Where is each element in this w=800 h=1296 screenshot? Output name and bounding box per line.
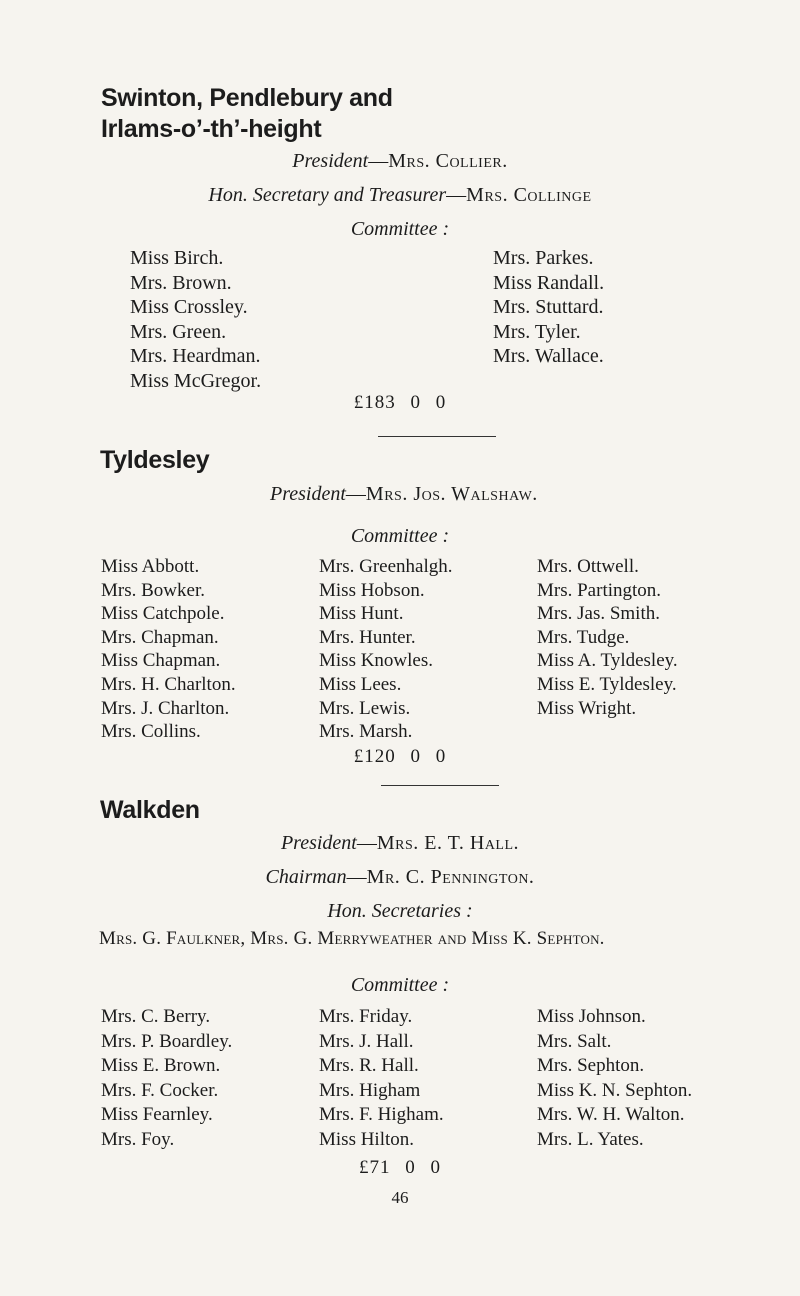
committee-member: Mrs. H. Charlton. (101, 673, 236, 695)
committee-column-swinton-1 (130, 246, 261, 394)
committee-member: Mrs. Ottwell. (537, 556, 639, 577)
committee-member: Mrs. W. H. Walton. (537, 1104, 685, 1126)
committee-member: Mrs. Greenhalgh. (319, 556, 453, 577)
committee-member: Mrs. Bowker. (101, 579, 205, 601)
president-name: Mrs. E. T. Hall. (376, 832, 520, 854)
committee-member: Mrs. C. Berry. (101, 1006, 211, 1027)
committee-member: Miss Abbott. (101, 556, 200, 577)
committee-member: Miss E. Tyldesley. (537, 673, 677, 695)
amount-swinton: £183 0 0 (353, 392, 447, 413)
dash: — (346, 866, 367, 888)
committee-member: Miss Hobson. (319, 579, 425, 601)
dash: — (356, 832, 377, 854)
committee-member: Mrs. Green. (130, 320, 227, 343)
committee-member: Mrs. J. Hall. (319, 1030, 414, 1052)
committee-member: Mrs. L. Yates. (537, 1128, 644, 1150)
committee-member: Mrs. Partington. (537, 579, 662, 601)
committee-member: Mrs. F. Higham. (319, 1104, 444, 1126)
committee-member: Miss Fearnley. (101, 1104, 213, 1126)
secretary-name: Mrs. Collinge (466, 184, 592, 206)
committee-member: Mrs. Brown. (130, 271, 232, 294)
chairman-line-walkden (0, 866, 800, 889)
committee-member: Mrs. Hunter. (319, 626, 416, 648)
president-line-walkden (0, 832, 800, 855)
secretaries-names-walkden: Mrs. G. Faulkner, Mrs. G. Merryweather and Miss K. Sephton. (99, 928, 605, 949)
committee-member: Mrs. Tudge. (537, 626, 630, 648)
committee-member: Mrs. F. Cocker. (101, 1079, 219, 1101)
committee-member: Mrs. Friday. (319, 1006, 413, 1027)
committee-member: Mrs. Stuttard. (493, 296, 604, 319)
committee-member: Mrs. J. Charlton. (101, 697, 230, 719)
committee-member: Mrs. P. Boardley. (101, 1030, 233, 1052)
committee-member: Mrs. Wallace. (493, 345, 604, 368)
chairman-label: Chairman (265, 866, 347, 888)
committee-column-walkden-2 (319, 1005, 444, 1153)
committee-label-tyldesley: Committee : (350, 525, 450, 547)
section-divider (378, 436, 496, 437)
committee-member: Mrs. Collins. (101, 721, 201, 743)
dash: — (368, 150, 389, 172)
committee-member: Miss Hilton. (319, 1128, 415, 1150)
committee-column-tyldesley-3 (537, 555, 678, 720)
committee-label-walkden: Committee : (350, 974, 450, 996)
committee-member: Miss K. N. Sephton. (537, 1079, 693, 1101)
secretary-line-swinton (0, 184, 800, 207)
section-heading-swinton: Swinton, Pendlebury and (101, 84, 393, 112)
page-number: 46 (391, 1188, 409, 1207)
president-label: President (270, 483, 346, 505)
committee-member: Mrs. Marsh. (319, 721, 413, 743)
committee-member: Mrs. Tyler. (493, 320, 581, 343)
committee-member: Mrs. Salt. (537, 1030, 612, 1052)
committee-member: Miss Randall. (493, 271, 605, 294)
committee-member: Mrs. R. Hall. (319, 1055, 419, 1077)
committee-member: Miss Chapman. (101, 650, 221, 672)
committee-column-walkden-1 (101, 1005, 232, 1153)
president-label: President (292, 150, 369, 172)
amount-tyldesley: £120 0 0 (353, 746, 447, 767)
section-heading-walkden: Walkden (100, 796, 200, 824)
committee-column-tyldesley-2 (319, 555, 453, 744)
committee-member: Miss Johnson. (537, 1006, 646, 1027)
president-label: President (280, 832, 357, 854)
committee-member: Miss McGregor. (130, 369, 262, 392)
committee-member: Mrs. Sephton. (537, 1055, 645, 1077)
committee-member: Mrs. Heardman. (130, 345, 261, 368)
president-name: Mrs. Jos. Walshaw. (365, 483, 538, 505)
dash: — (345, 483, 366, 505)
committee-member: Miss Knowles. (319, 650, 434, 672)
committee-member: Mrs. Parkes. (493, 247, 594, 269)
committee-column-tyldesley-1 (101, 555, 236, 744)
committee-member: Miss Birch. (130, 247, 224, 269)
committee-member: Miss Catchpole. (101, 603, 225, 625)
committee-column-walkden-3 (537, 1005, 692, 1153)
dash: — (446, 184, 467, 206)
section-heading-tyldesley: Tyldesley (100, 446, 210, 474)
committee-member: Mrs. Lewis. (319, 697, 411, 719)
committee-member: Miss Crossley. (130, 296, 248, 319)
committee-member: Miss A. Tyldesley. (537, 650, 678, 672)
committee-member: Mrs. Foy. (101, 1128, 175, 1150)
committee-column-swinton-2 (493, 246, 604, 369)
president-line-swinton (0, 150, 800, 173)
committee-member: Mrs. Chapman. (101, 626, 219, 648)
president-name: Mrs. Collier. (388, 150, 508, 172)
committee-member: Miss Lees. (319, 673, 402, 695)
committee-member: Miss E. Brown. (101, 1055, 221, 1077)
committee-label-swinton: Committee : (350, 218, 450, 240)
secretary-label: Hon. Secretary and Treasurer (208, 184, 447, 206)
president-line-tyldesley (270, 483, 538, 506)
committee-member: Miss Wright. (537, 697, 637, 719)
committee-member: Mrs. Higham (319, 1079, 421, 1101)
amount-walkden: £71 0 0 (359, 1157, 441, 1178)
section-divider (381, 785, 499, 786)
section-heading-swinton-line2: Irlams-o’-th’-height (101, 115, 322, 143)
committee-member: Mrs. Jas. Smith. (537, 603, 660, 625)
secretaries-label-walkden: Hon. Secretaries : (327, 900, 473, 922)
chairman-name: Mr. C. Pennington. (366, 866, 535, 888)
committee-member: Miss Hunt. (319, 603, 404, 625)
